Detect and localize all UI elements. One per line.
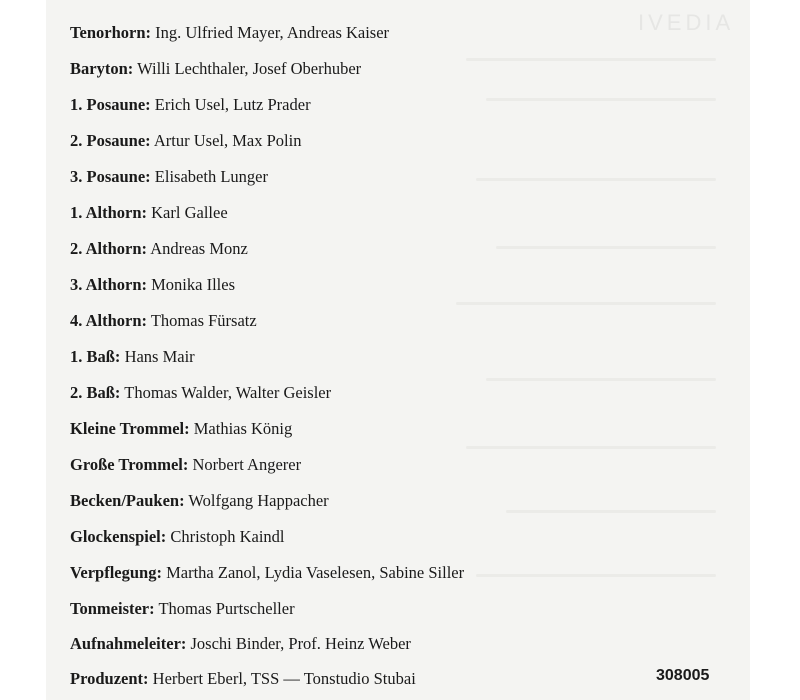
credit-role: 2. Posaune: bbox=[70, 131, 151, 150]
credit-line bbox=[70, 309, 257, 333]
credit-names: Thomas Fürsatz bbox=[150, 311, 257, 330]
credit-names: Joschi Binder, Prof. Heinz Weber bbox=[190, 634, 411, 653]
credit-line bbox=[70, 201, 228, 225]
credit-names: Willi Lechthaler, Josef Oberhuber bbox=[137, 59, 362, 78]
credit-line bbox=[70, 273, 235, 297]
bleed-through-line bbox=[486, 98, 716, 101]
credit-role: 2. Baß: bbox=[70, 383, 121, 402]
credit-role: 3. Posaune: bbox=[70, 167, 151, 186]
bleed-through-line bbox=[476, 178, 716, 181]
credit-names: Thomas Walder, Walter Geisler bbox=[124, 383, 332, 402]
bleed-through-line bbox=[486, 378, 716, 381]
credit-role: 3. Althorn: bbox=[70, 275, 148, 294]
credit-line bbox=[70, 381, 331, 405]
bleed-through-line bbox=[466, 58, 716, 61]
credit-line bbox=[70, 417, 292, 441]
credit-role: 1. Althorn: bbox=[70, 203, 148, 222]
credit-line bbox=[70, 345, 195, 369]
credit-names: Andreas Monz bbox=[150, 239, 248, 258]
credit-role: 4. Althorn: bbox=[70, 311, 148, 330]
credit-names: Herbert Eberl, TSS — Tonstudio Stubai bbox=[152, 669, 416, 688]
credit-line bbox=[70, 237, 248, 261]
bleed-through-logo: IVEDIA bbox=[638, 10, 735, 35]
credit-line bbox=[70, 453, 301, 477]
credit-names: Erich Usel, Lutz Prader bbox=[154, 95, 311, 114]
credit-names: Christoph Kaindl bbox=[170, 527, 285, 546]
credit-line bbox=[70, 667, 416, 691]
bleed-through-line bbox=[456, 302, 716, 305]
credit-names: Martha Zanol, Lydia Vaselesen, Sabine Siller bbox=[166, 563, 465, 582]
credit-role: Becken/Pauken: bbox=[70, 491, 185, 510]
credit-role: 1. Posaune: bbox=[70, 95, 151, 114]
credit-line bbox=[70, 597, 295, 621]
credit-role: 2. Althorn: bbox=[70, 239, 148, 258]
credit-line bbox=[70, 129, 301, 153]
credit-role: Kleine Trommel: bbox=[70, 419, 190, 438]
credit-names: Ing. Ulfried Mayer, Andreas Kaiser bbox=[155, 23, 390, 42]
credit-names: Elisabeth Lunger bbox=[154, 167, 268, 186]
bleed-through-line bbox=[506, 510, 716, 513]
credit-line bbox=[70, 57, 361, 81]
credit-line bbox=[70, 525, 285, 549]
catalog-number: 308005 bbox=[656, 667, 710, 684]
credit-names: Monika Illes bbox=[151, 275, 236, 294]
bleed-through-line bbox=[496, 246, 716, 249]
credit-role: 1. Baß: bbox=[70, 347, 121, 366]
booklet-page bbox=[46, 0, 750, 700]
credit-names: Hans Mair bbox=[124, 347, 195, 366]
credit-role: Verpflegung: bbox=[70, 563, 162, 582]
credit-names: Mathias König bbox=[193, 419, 293, 438]
credit-names: Wolfgang Happacher bbox=[188, 491, 329, 510]
credit-role: Tonmeister: bbox=[70, 599, 155, 618]
credit-line bbox=[70, 632, 411, 656]
credit-line bbox=[70, 489, 329, 513]
bleed-through-line bbox=[476, 574, 716, 577]
credit-names: Artur Usel, Max Polin bbox=[153, 131, 302, 150]
credit-role: Große Trommel: bbox=[70, 455, 189, 474]
credit-names: Thomas Purtscheller bbox=[158, 599, 295, 618]
credit-role: Baryton: bbox=[70, 59, 134, 78]
credit-line bbox=[70, 21, 389, 45]
credit-line bbox=[70, 165, 268, 189]
credit-role: Produzent: bbox=[70, 669, 149, 688]
bleed-through-line bbox=[466, 446, 716, 449]
credit-role: Tenorhorn: bbox=[70, 23, 151, 42]
credit-line bbox=[70, 93, 311, 117]
credit-role: Aufnahmeleiter: bbox=[70, 634, 187, 653]
credit-names: Norbert Angerer bbox=[192, 455, 302, 474]
credit-role: Glockenspiel: bbox=[70, 527, 167, 546]
credit-names: Karl Gallee bbox=[151, 203, 228, 222]
credit-line bbox=[70, 561, 464, 585]
